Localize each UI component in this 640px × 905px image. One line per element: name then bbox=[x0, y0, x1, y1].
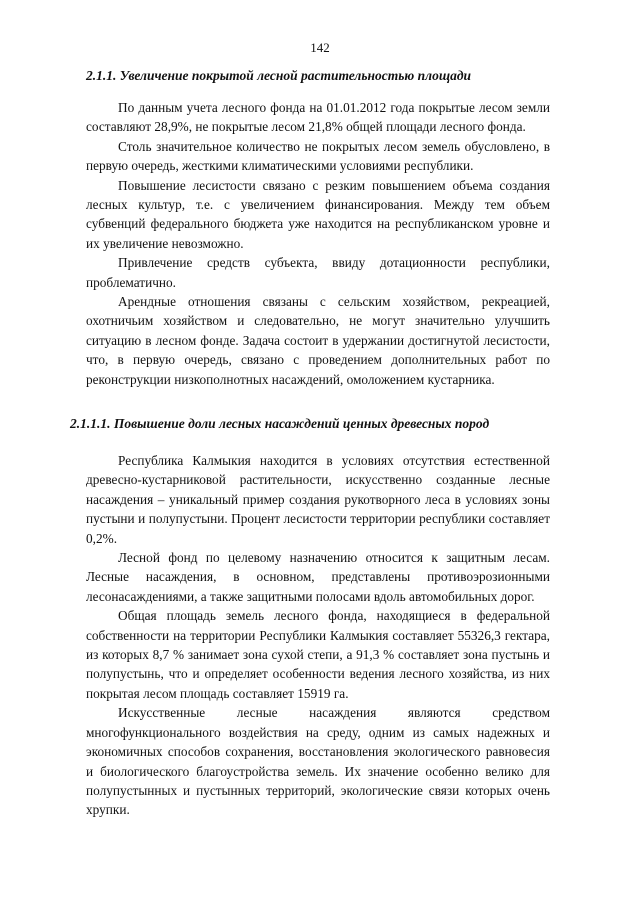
paragraph: Арендные отношения связаны с сельским хозяйством, рекреацией, охотничьим хозяйством и следовательно, не могут значительно улучшить ситуацию в лесном фонде. Задача состоит в удержании достигнутой лесистости, что, в первую очередь, связано с проведением дополнительных работ по реконструкции низкополнотных насаждений, омоложением кустарника. bbox=[86, 294, 550, 387]
paragraph: Привлечение средств субъекта, ввиду дотационности республики, проблематично. bbox=[86, 255, 550, 290]
paragraph: Искусственные лесные насаждения являются средством многофункционального воздействия на среду, одним из самых надежных и экономичных способов сохранения, восстановления экологического равновесия и биологического благоустройства земель. Их значение особенно велико для полупустынных и пустынных территорий, экологические связи которых очень хрупки. bbox=[86, 705, 550, 818]
page-number: 142 bbox=[310, 40, 330, 55]
paragraph: По данным учета лесного фонда на 01.01.2012 года покрытые лесом земли составляют 28,9%, не покрытые лесом 21,8% общей площади лесного фонда. bbox=[86, 100, 550, 135]
paragraph: Республика Калмыкия находится в условиях отсутствия естественной древесно-кустарниковой растительности, искусственно созданные лесные насаждения – уникальный пример создания рукотворного леса в условиях зоны пустыни и полупустыни. Процент лесистости территории республики составляет 0,2%. bbox=[86, 453, 550, 546]
section-heading-2-1-1-1: 2.1.1.1. Повышение доли лесных насаждений ценных древесных пород bbox=[70, 416, 490, 431]
section-2-1-1-1-body bbox=[86, 451, 550, 820]
paragraph: Столь значительное количество не покрытых лесом земель обусловлено, в первую очередь, жесткими климатическими условиями республики. bbox=[86, 138, 550, 174]
paragraph: Общая площадь земель лесного фонда, находящиеся в федеральной собственности на территории Республики Калмыкия составляет 55326,3 гектара, из которых 8,7 % занимает зона сухой степи, а 91,3 % составляет зона пустынь и полупустынь, что и определяет особенности ведения лесного хозяйства, из них покрытая лесом площадь составляет 15919 га. bbox=[86, 608, 550, 701]
section-heading-2-1-1: 2.1.1. Увеличение покрытой лесной растительностью площади bbox=[86, 68, 472, 83]
paragraph: Лесной фонд по целевому назначению относится к защитным лесам. Лесные насаждения, в основном, представлены противоэрозионными лесонасаждениями, а также защитными полосами вдоль автомобильных дорог. bbox=[86, 550, 550, 604]
section-2-1-1-body bbox=[86, 98, 550, 389]
paragraph: Повышение лесистости связано с резким повышением объема создания лесных культур, т.е. с увеличением финансирования. Между тем объем субвенций федерального бюджета уже находится на республиканском уровне и их увеличение невозможно. bbox=[86, 177, 550, 251]
